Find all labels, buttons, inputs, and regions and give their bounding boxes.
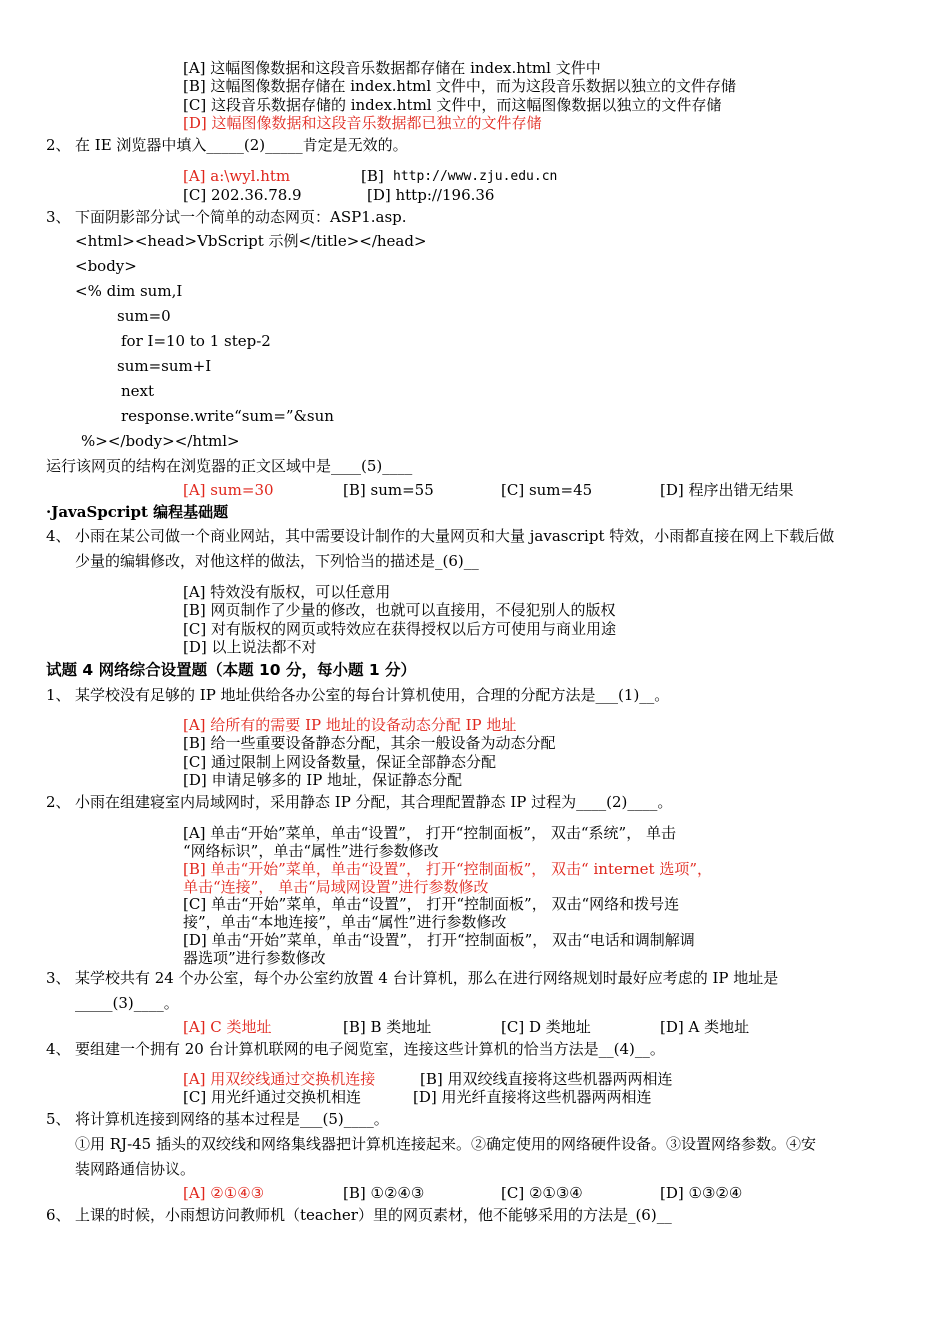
s2-text: 小雨在组建寝室内局域网时，采用静态 IP 分配，其合理配置静态 IP 过程为____(2)____。 xyxy=(75,793,673,811)
s1-option-a: [A] 给所有的需要 IP 地址的设备动态分配 IP 地址 xyxy=(183,716,517,734)
q4-option-c: [C] 对有版权的网页或特效应在获得授权以后方可使用与商业用途 xyxy=(183,620,616,638)
s3-text-line2: _____(3)____。 xyxy=(75,994,179,1012)
q2-number: 2、 xyxy=(46,136,71,154)
s2-option-d-line2: 器选项”进行参数修改 xyxy=(183,949,326,967)
q-top-option-c: [C] 这段音乐数据存储的 index.html 文件中，而这幅图像数据以独立的文件存储 xyxy=(183,96,722,114)
q3-option-d: [D] 程序出错无结果 xyxy=(660,481,794,499)
q4-option-b: [B] 网页制作了少量的修改，也就可以直接用，不侵犯别人的版权 xyxy=(183,601,616,619)
code-line: response.write“sum=”&sun xyxy=(121,407,334,425)
s2-option-c-line2: 接”，单击“本地连接”，单击“属性”进行参数修改 xyxy=(183,913,507,931)
q3-option-b: [B] sum=55 xyxy=(343,481,434,499)
code-line: <html><head>VbScript 示例</title></head> xyxy=(75,232,427,250)
s3-option-b: [B] B 类地址 xyxy=(343,1018,432,1036)
code-line: <body> xyxy=(75,257,137,275)
section-heading-4: 试题 4 网络综合设置题（本题 10 分，每小题 1 分） xyxy=(46,661,417,679)
code-line: for I=10 to 1 step-2 xyxy=(121,332,271,350)
s5-number: 5、 xyxy=(46,1110,71,1128)
q4-option-d: [D] 以上说法都不对 xyxy=(183,638,317,656)
s1-text: 某学校没有足够的 IP 地址供给各办公室的每台计算机使用，合理的分配方法是___(1)__。 xyxy=(75,686,670,704)
s4-option-b: [B] 用双绞线直接将这些机器两两相连 xyxy=(420,1070,673,1088)
s4-text: 要组建一个拥有 20 台计算机联网的电子阅览室，连接这些计算机的恰当方法是__(4)__。 xyxy=(75,1040,665,1058)
s5-option-c: [C] ②①③④ xyxy=(501,1184,583,1202)
s1-option-d: [D] 申请足够多的 IP 地址，保证静态分配 xyxy=(183,771,463,789)
code-line: <% dim sum,I xyxy=(75,282,183,300)
q4-number: 4、 xyxy=(46,527,71,545)
q4-text-line1: 小雨在某公司做一个商业网站，其中需要设计制作的大量网页和大量 javascript 特效，小雨都直接在网上下载后做 xyxy=(75,527,835,545)
s4-option-d: [D] 用光纤直接将这些机器两两相连 xyxy=(413,1088,652,1106)
q4-option-a: [A] 特效没有版权，可以任意用 xyxy=(183,583,391,601)
q-top-option-d: [D] 这幅图像数据和这段音乐数据都已独立的文件存储 xyxy=(183,114,542,132)
q-top-option-b: [B] 这幅图像数据存储在 index.html 文件中，而为这段音乐数据以独立的文件存储 xyxy=(183,77,736,95)
s3-text-line1: 某学校共有 24 个办公室，每个办公室约放置 4 台计算机，那么在进行网络规划时最好应考虑的 IP 地址是 xyxy=(75,969,779,987)
s1-number: 1、 xyxy=(46,686,71,704)
s3-number: 3、 xyxy=(46,969,71,987)
q-top-option-a: [A] 这幅图像数据和这段音乐数据都存储在 index.html 文件中 xyxy=(183,59,601,77)
s3-option-c: [C] D 类地址 xyxy=(501,1018,591,1036)
q3-text: 下面阴影部分试一个简单的动态网页：ASP1.asp. xyxy=(75,208,407,226)
code-line: sum=0 xyxy=(117,307,171,325)
q3-number: 3、 xyxy=(46,208,71,226)
s2-number: 2、 xyxy=(46,793,71,811)
q2-option-c: [C] 202.36.78.9 xyxy=(183,186,302,204)
code-line: sum=sum+I xyxy=(117,357,212,375)
s3-option-a: [A] C 类地址 xyxy=(183,1018,272,1036)
s5-desc-line2: 装网路通信协议。 xyxy=(75,1160,196,1178)
s5-option-b: [B] ①②④③ xyxy=(343,1184,425,1202)
q2-option-b-value: http://www.zju.edu.cn xyxy=(393,169,558,184)
q4-text-line2: 少量的编辑修改，对他这样的做法，下列恰当的描述是_(6)__ xyxy=(75,552,479,570)
q2-option-a: [A] a:\wyl.htm xyxy=(183,167,291,185)
s4-number: 4、 xyxy=(46,1040,71,1058)
s2-option-a-line1: [A] 单击“开始”菜单，单击“设置”， 打开“控制面板”， 双击“系统”， 单击 xyxy=(183,824,676,842)
q3-option-a: [A] sum=30 xyxy=(183,481,274,499)
section-heading-js: ·JavaSpcript 编程基础题 xyxy=(46,503,229,521)
code-line: next xyxy=(121,382,155,400)
s1-option-b: [B] 给一些重要设备静态分配，其余一般设备为动态分配 xyxy=(183,734,556,752)
s5-text: 将计算机连接到网络的基本过程是___(5)____。 xyxy=(75,1110,389,1128)
q3-result-text: 运行该网页的结构在浏览器的正文区域中是____(5)____ xyxy=(46,457,413,475)
code-line: %></body></html> xyxy=(81,432,240,450)
q2-option-b-label: [B] xyxy=(361,167,384,185)
s4-option-a: [A] 用双绞线通过交换机连接 xyxy=(183,1070,376,1088)
s3-option-d: [D] A 类地址 xyxy=(660,1018,750,1036)
q3-option-c: [C] sum=45 xyxy=(501,481,593,499)
q2-option-d: [D] http://196.36 xyxy=(367,186,495,204)
s2-option-c-line1: [C] 单击“开始”菜单，单击“设置”， 打开“控制面板”， 双击“网络和拨号连 xyxy=(183,895,680,913)
s2-option-b-line1: [B] 单击“开始”菜单，单击“设置”， 打开“控制面板”， 双击“ internet 选项”， xyxy=(183,860,713,878)
s5-option-a: [A] ②①④③ xyxy=(183,1184,265,1202)
s2-option-d-line1: [D] 单击“开始”菜单，单击“设置”， 打开“控制面板”， 双击“电话和调制解调 xyxy=(183,931,695,949)
s1-option-c: [C] 通过限制上网设备数量，保证全部静态分配 xyxy=(183,753,496,771)
s5-desc-line1: ①用 RJ-45 插头的双绞线和网络集线器把计算机连接起来。②确定使用的网络硬件设备。③设置网络参数。④安 xyxy=(75,1135,817,1153)
s6-text: 上课的时候，小雨想访问教师机（teacher）里的网页素材，他不能够采用的方法是_(6)__ xyxy=(75,1206,672,1224)
s4-option-c: [C] 用光纤通过交换机相连 xyxy=(183,1088,361,1106)
q2-text: 在 IE 浏览器中填入_____(2)_____肯定是无效的。 xyxy=(75,136,408,154)
s5-option-d: [D] ①③②④ xyxy=(660,1184,743,1202)
s2-option-b-line2: 单击“连接”， 单击“局域网设置”进行参数修改 xyxy=(183,878,489,896)
s2-option-a-line2: “网络标识”，单击“属性”进行参数修改 xyxy=(183,842,439,860)
s6-number: 6、 xyxy=(46,1206,71,1224)
